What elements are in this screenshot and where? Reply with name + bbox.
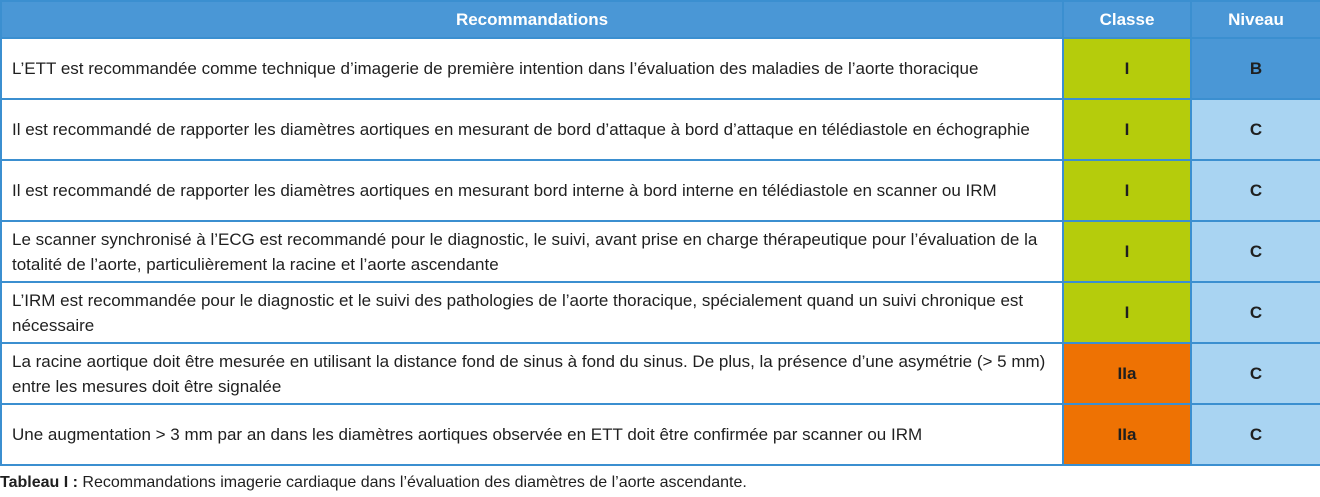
header-recommandations: Recommandations <box>1 1 1063 38</box>
table-caption <box>0 474 747 492</box>
niveau-cell: C <box>1191 282 1320 343</box>
header-classe: Classe <box>1063 1 1191 38</box>
classe-cell: I <box>1063 221 1191 282</box>
niveau-cell: C <box>1191 404 1320 465</box>
table-header-row <box>1 1 1320 38</box>
niveau-cell: C <box>1191 221 1320 282</box>
recommendation-text: L’ETT est recommandée comme technique d’imagerie de première intention dans l’évaluation des maladies de l’aorte thoracique <box>1 38 1063 99</box>
niveau-cell: B <box>1191 38 1320 99</box>
niveau-cell: C <box>1191 99 1320 160</box>
classe-cell: IIa <box>1063 404 1191 465</box>
niveau-cell: C <box>1191 160 1320 221</box>
classe-cell: I <box>1063 160 1191 221</box>
classe-cell: I <box>1063 99 1191 160</box>
classe-cell: I <box>1063 38 1191 99</box>
caption-label: Tableau I : <box>0 474 78 491</box>
recommendation-text: Il est recommandé de rapporter les diamètres aortiques en mesurant de bord d’attaque à bord d’attaque en télédiastole en échographie <box>1 99 1063 160</box>
caption-text: Recommandations imagerie cardiaque dans l’évaluation des diamètres de l’aorte ascendante. <box>82 474 747 491</box>
table-row <box>1 99 1320 160</box>
recommendation-text: Il est recommandé de rapporter les diamètres aortiques en mesurant bord interne à bord interne en télédiastole en scanner ou IRM <box>1 160 1063 221</box>
table-row <box>1 38 1320 99</box>
table-row <box>1 221 1320 282</box>
classe-cell: I <box>1063 282 1191 343</box>
table-row <box>1 160 1320 221</box>
table-row <box>1 404 1320 465</box>
table-row <box>1 343 1320 404</box>
recommendation-text: Une augmentation > 3 mm par an dans les diamètres aortiques observée en ETT doit être confirmée par scanner ou IRM <box>1 404 1063 465</box>
recommendation-text: L’IRM est recommandée pour le diagnostic et le suivi des pathologies de l’aorte thoracique, spécialement quand un suivi chronique est nécessaire <box>1 282 1063 343</box>
classe-cell: IIa <box>1063 343 1191 404</box>
table-row <box>1 282 1320 343</box>
niveau-cell: C <box>1191 343 1320 404</box>
recommendation-text: La racine aortique doit être mesurée en utilisant la distance fond de sinus à fond du sinus. De plus, la présence d’une asymétrie (> 5 mm) entre les mesures doit être signalée <box>1 343 1063 404</box>
recommendation-text: Le scanner synchronisé à l’ECG est recommandé pour le diagnostic, le suivi, avant prise en charge thérapeutique pour l’évaluation de la totalité de l’aorte, particulièrement la racine et l’aorte ascendante <box>1 221 1063 282</box>
header-niveau: Niveau <box>1191 1 1320 38</box>
